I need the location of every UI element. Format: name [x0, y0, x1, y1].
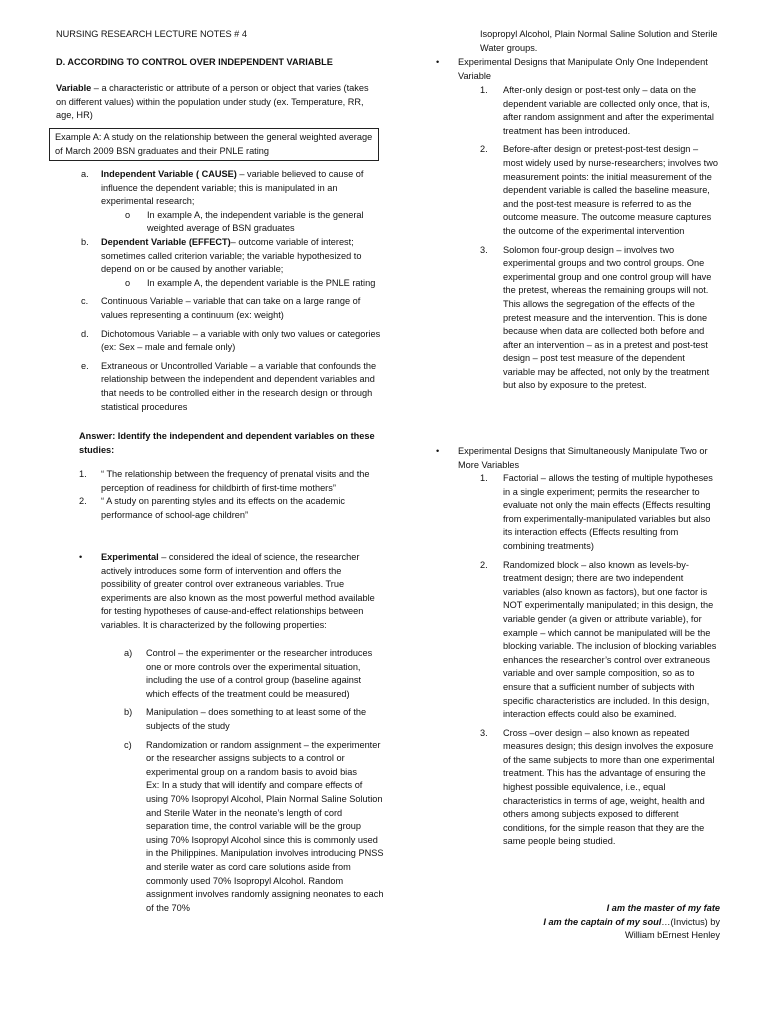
design-text: Solomon four-group design – involves two experimental groups and two control groups. One experimental group and one control group will have the pretest, whereas the remaining groups will not. This allows the segregation of the effects of the pretest measure and the intervention. This is done because when data are collected both before and after an intervention – as in a pretest and post-test design – post test measure of the dependent variable may be affected, not only by the treatment but also by exposure to the pretest. [503, 244, 712, 391]
list-item [79, 551, 383, 633]
design-text: After-only design or post-test only – data on the dependent variable are collected only once, that is, after random assignment and after the experimental treatment has been introduced. [503, 85, 714, 136]
design-text: Cross –over design – also known as repeated measures design; this design involves the exposure of the same subjects to more than one experimental treatment. This has the advantage of ensuring the highest possible equivalence, i.e., equal characteristics in terms of age, weight, health and others among subjects exposed to different conditions, for the simple reason that they are the same people being studied. [503, 727, 715, 847]
list-marker: 1. [79, 469, 87, 479]
list-marker: a. [81, 169, 89, 179]
property-text: Manipulation – does something to at least some of the subjects of the study [146, 707, 367, 731]
quote-suffix: …(Invictus) by [661, 916, 720, 927]
sub-item: o In example A, the independent variable is the general weighted average of BSN graduates [147, 209, 383, 236]
answer-heading: Answer: Identify the independent and dependent variables on these studies: [79, 431, 375, 455]
properties-list [124, 647, 384, 915]
design-text: Before-after design or pretest-post-test design – most widely used by nurse-researchers; involves two measurement points: the initial measurement of the dependent variable is called the baseline measure, and the post-test measure is referred to as the outcome measure. The outcome measure captures the outcome of the experimental intervention [503, 144, 718, 236]
design-two-list [480, 472, 719, 849]
list-marker: 1. [480, 473, 488, 483]
list-item [480, 84, 719, 138]
list-marker: 2. [79, 496, 87, 507]
list-item [81, 328, 383, 355]
variable-term: Variable [56, 83, 92, 93]
list-item [124, 647, 384, 701]
design-one-heading: Experimental Designs that Manipulate Only One Independent Variable [458, 57, 708, 81]
bullet-icon: • [436, 446, 440, 456]
design-text: Factorial – allows the testing of multiple hypotheses in a single experiment; permits the researcher to evaluate not only the main effects (Effects resulting from experimentally-manipulated variables but also its interaction effects (Effects resulting from combining treatments) [503, 473, 713, 551]
experimental-section [79, 551, 383, 633]
experimental-term: Experimental [101, 552, 159, 562]
list-text: – variable believed to cause of influence the dependent variable; this is manipulated in an experimental research; [101, 169, 364, 207]
continuation-text: Isopropyl Alcohol, Plain Normal Saline Solution and Sterile Water groups. [480, 29, 718, 53]
term: Independent Variable ( CAUSE) [101, 169, 237, 179]
list-marker: c. [81, 296, 89, 307]
design-text: Randomized block – also known as levels-by-treatment design; there are two independent variables (also known as factors), but one factor is NOT experimentally manipulated; in this design, the variable gender (a given or attribute variable), for example – which cannot be manipulated will be the blocking variable. The inclusion of blocking variables enhances the researcher’s control over extraneous variable and over sample composition, so as to ensure that a sufficient number of subjects with specific characteristics are included. In this design, interaction effects could also be examined. [503, 559, 717, 720]
variable-types-list [81, 168, 383, 414]
list-marker: 2. [480, 559, 488, 570]
design-one-section [436, 56, 720, 83]
design-two-section [436, 445, 720, 472]
list-marker: c) [124, 739, 132, 750]
example-box [49, 128, 379, 161]
list-item [81, 236, 383, 290]
property-text: Randomization or random assignment – the experimenter or the researcher assigns subjects to a control or experimental group on a random basis to avoid bias [146, 739, 381, 777]
list-item [124, 739, 384, 916]
quote-block [480, 902, 720, 943]
question-text: “ A study on parenting styles and its effects on the academic performance of school-age children” [101, 496, 345, 520]
quote-author: William bErnest Henley [625, 930, 720, 941]
bullet-icon: • [79, 552, 83, 562]
bullet-icon: • [436, 57, 440, 67]
list-item [480, 559, 719, 722]
list-marker: b. [81, 236, 89, 247]
list-marker: a) [124, 648, 133, 658]
sub-item: o In example A, the dependent variable is the PNLE rating [147, 277, 383, 291]
quote-line-1: I am the master of my fate [606, 903, 720, 913]
answer-section [79, 430, 379, 457]
list-marker: 3. [480, 244, 488, 255]
variable-definition [56, 82, 378, 123]
list-item [81, 168, 383, 236]
question-text: “ The relationship between the frequency of prenatal visits and the perception of readiness for childbirth of first-time mothers” [101, 469, 370, 493]
list-item [480, 143, 719, 238]
list-item [81, 360, 383, 414]
property-text: Control – the experimenter or the researcher introduces one or more controls over the experimental situation, including the use of a control group (baseline against which effects of the treatment could be measured) [146, 648, 373, 699]
list-item [79, 468, 383, 495]
variable-def-text: – a characteristic or attribute of a person or object that varies (takes on different values) within the population under study (ex. Temperature, RR, age, HR) [56, 83, 369, 121]
list-item [480, 472, 719, 554]
design-one-list [480, 84, 719, 393]
list-item [124, 706, 384, 733]
page-title: NURSING RESEARCH LECTURE NOTES # 4 [56, 29, 247, 39]
quote-line-2: I am the captain of my soul [543, 916, 662, 927]
list-text: – outcome variable of interest; sometimes called criterion variable; the variable hypothesized to depend on or be caused by another variable; [101, 236, 362, 275]
section-heading: D. ACCORDING TO CONTROL OVER INDEPENDENT VARIABLE [56, 57, 333, 67]
right-continuation [480, 28, 720, 55]
list-text: Dichotomous Variable – a variable with only two values or categories (ex: Sex – male and female only) [101, 328, 381, 353]
list-item [480, 244, 719, 394]
list-marker: 3. [480, 727, 488, 738]
list-item [81, 295, 383, 322]
list-marker: b) [124, 707, 133, 718]
list-marker: 2. [480, 144, 488, 155]
list-marker: 1. [480, 85, 488, 95]
list-marker: d. [81, 328, 89, 339]
list-text: Continuous Variable – variable that can take on a large range of values representing a continuum (ex: weight) [101, 296, 361, 320]
list-item [480, 727, 719, 849]
example-text: Ex: In a study that will identify and compare effects of using 70% Isopropyl Alcohol, Plain Normal Saline Solution and Sterile Water in the neonate’s length of cord separation time, the control variable will be the group using 70% Isopropyl Alcohol since this is commonly used in the Philippines. Manipulation involves introducing PNSS and sterile water as cord care solutions aside from commonly used 70% Isopropyl Alcohol. Random assignment involves randomly assigning neonates to each of the 70% [146, 780, 384, 913]
design-two-heading-item [436, 445, 720, 472]
design-one-heading-item [436, 56, 720, 83]
experimental-text: – considered the ideal of science, the researcher actively introduces some form of intervention and offers the possibility of greater control over extraneous variables. True experiments are also known as the most powerful method available for testing hypotheses of cause-and-effect relationships between variables. It is characterized by the following properties: [101, 552, 375, 630]
sub-text: In example A, the independent variable is the general weighted average of BSN graduates [147, 209, 364, 234]
term: Dependent Variable (EFFECT) [101, 236, 231, 247]
design-two-heading: Experimental Designs that Simultaneously Manipulate Two or More Variables [458, 446, 708, 470]
list-marker: e. [81, 360, 89, 371]
question-list [79, 468, 383, 522]
sub-text: In example A, the dependent variable is the PNLE rating [147, 277, 376, 288]
example-box-text: Example A: A study on the relationship between the general weighted average of March 2009 BSN graduates and their PNLE rating [55, 132, 373, 156]
list-text: Extraneous or Uncontrolled Variable – a variable that confounds the relationship between the independent and dependent variables and that needs to be controlled either in the research design or through statistical procedures [101, 360, 377, 412]
list-item [79, 495, 383, 522]
